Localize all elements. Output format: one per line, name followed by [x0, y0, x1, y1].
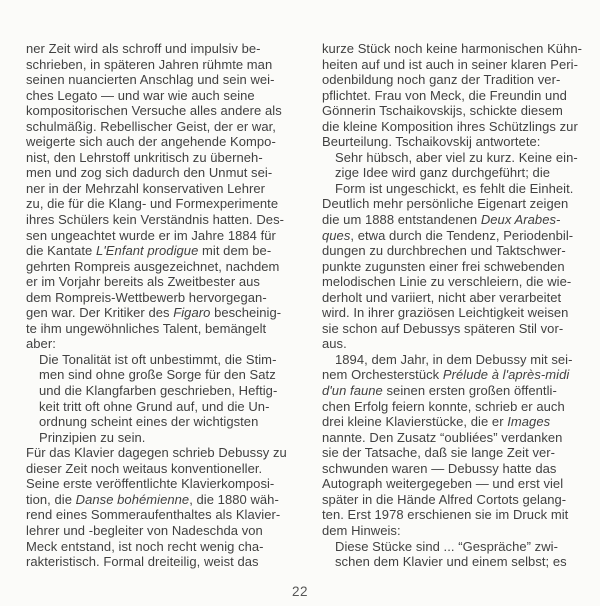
text-line: Autograph weitergegeben — und erst viel — [322, 476, 564, 492]
text-line: später in die Hände Alfred Cortots gelang- — [322, 491, 567, 507]
text-line: ques, etwa durch die Tendenz, Periodenbil- — [322, 227, 574, 243]
text-line: te ihm ungewöhnliches Talent, bemängelt — [26, 320, 267, 336]
text-line: lehrer und -begleiter von Nadeschda von — [26, 522, 263, 538]
text-line: odenbildung noch ganz der Tradition ver- — [322, 72, 561, 88]
text-line: chen Erfolg feiern konnte, schrieb er auch — [322, 398, 565, 414]
text-line: zige Idee wird ganz durchgeführt; die — [335, 165, 551, 181]
text-line: ihres Schülers kein Verständnis hatten. Des- — [26, 212, 284, 228]
text-line: aber: — [26, 336, 56, 352]
text-line: sie schon auf Debussys späteren Stil vor- — [322, 320, 564, 336]
text-line: seinen nuancierten Anschlag und sein wei- — [26, 72, 275, 88]
text-line: d'un faune seinen ersten großen öffentli- — [322, 383, 557, 399]
text-line: drei kleine Klavierstücke, die er Images — [322, 414, 551, 430]
text-line: derholt und variiert, nicht aber verarbeitet — [322, 289, 562, 305]
text-line: men und zog sich dadurch den Unmut sei- — [26, 165, 273, 181]
text-line: rend eines Sommeraufenthaltes als Klavier- — [26, 507, 281, 523]
text-line: dem Rompreis-Wettbewerb hervorgegan- — [26, 289, 267, 305]
text-line: ner Zeit wird als schroff und impulsiv be- — [26, 41, 261, 56]
text-line: Die Tonalität ist oft unbestimmt, die Stim- — [39, 351, 277, 367]
text-line: wird. In ihrer graziösen Leichtigkeit weisen — [322, 305, 569, 321]
text-line: ner in der Mehrzahl konservativen Lehrer — [26, 180, 266, 196]
text-line: Deutlich mehr persönliche Eigenart zeigen — [322, 196, 569, 212]
text-line: pflichtet. Frau von Meck, die Freundin und — [322, 87, 567, 103]
text-line: schrieben, in späteren Jahren rühmte man — [26, 56, 273, 72]
text-line: kompositorischen Versuche alles andere als — [26, 103, 282, 119]
text-line: Sehr hübsch, aber viel zu kurz. Keine ein- — [335, 149, 578, 165]
text-line: nem Orchesterstück Prélude à l'après-midi — [322, 367, 570, 383]
text-line: 1894, dem Jahr, in dem Debussy mit sei- — [335, 351, 573, 367]
text-line: Diese Stücke sind ... “Gespräche” zwi- — [335, 538, 558, 554]
text-line: sie der Tatsache, daß sie lange Zeit ver- — [322, 445, 556, 461]
text-line: kurze Stück noch keine harmonischen Kühn- — [322, 41, 583, 56]
page-number: 22 — [291, 584, 309, 599]
text-line: ches Legato — und war wie auch seine — [26, 87, 255, 103]
text-line: rakteristisch. Formal dreiteilig, weist das — [26, 554, 259, 570]
column-left — [26, 41, 304, 570]
text-line: sen ungeachtet wurde er im Jahre 1884 für — [26, 227, 276, 243]
text-line: schulmäßig. Rebellischer Geist, der er war, — [26, 118, 276, 134]
text-line: nist, den Lehrstoff unkritisch zu überneh- — [26, 149, 263, 165]
text-line: gehrten Rompreis ausgezeichnet, nachdem — [26, 258, 280, 274]
text-line: die um 1888 entstandenen Deux Arabes- — [322, 212, 561, 228]
text-line: Beurteilung. Tschaikovskij antwortete: — [322, 134, 541, 150]
text-line: keit tritt oft ohne Grund auf, und die Un- — [39, 398, 270, 414]
text-line: Form ist ungeschickt, es fehlt die Einheit. — [335, 180, 574, 196]
text-line: er im Vorjahr bereits als Zweitbester aus — [26, 274, 260, 290]
text-line: gen war. Der Kritiker des Figaro bescheinig- — [26, 305, 282, 321]
text-line: Gönnerin Tschaikovskijs, schickte diesem — [322, 103, 563, 119]
text-line: men sind ohne große Sorge für den Satz — [39, 367, 276, 383]
text-line: dem Hinweis: — [322, 522, 401, 538]
text-line: weigerte sich auch der angehende Kompo- — [26, 134, 276, 150]
text-line: melodischen Linie zu verschleiern, die wie- — [322, 274, 572, 290]
column-right — [322, 41, 600, 570]
text-line: ten. Erst 1978 erschienen sie im Druck mit — [322, 507, 569, 523]
text-line: Meck entstand, ist noch recht wenig cha- — [26, 538, 264, 554]
text-line: schwunden waren — Debussy hatte das — [322, 460, 557, 476]
text-line: schen dem Klavier und einem selbst; es — [335, 554, 567, 570]
text-line: dungen zu durchbrechen und Taktschwer- — [322, 243, 566, 259]
text-line: Für das Klavier dagegen schrieb Debussy zu — [26, 445, 287, 461]
text-line: punkte zugunsten einer frei schwebenden — [322, 258, 565, 274]
text-line: die kleine Komposition ihres Schützlings zur — [322, 118, 578, 134]
text-line: und die Klangfarben geschrieben, Heftig- — [39, 383, 278, 399]
text-line: nannte. Den Zusatz “oubliées” verdanken — [322, 429, 563, 445]
text-line: dieser Zeit noch weitaus konventioneller. — [26, 460, 263, 476]
text-line: heiten auf und ist auch in seiner klaren Peri- — [322, 56, 578, 72]
text-line: aus. — [322, 336, 347, 352]
text-line: tion, die Danse bohémienne, die 1880 wäh- — [26, 491, 279, 507]
text-line: die Kantate L'Enfant prodigue mit dem be- — [26, 243, 272, 259]
text-line: zu, die für die Klang- und Formexperimente — [26, 196, 279, 212]
text-line: ordnung scheint eines der wichtigsten — [39, 414, 259, 430]
text-line: Seine erste veröffentlichte Klavierkomposi- — [26, 476, 275, 492]
text-line: Prinzipien zu sein. — [39, 429, 146, 445]
